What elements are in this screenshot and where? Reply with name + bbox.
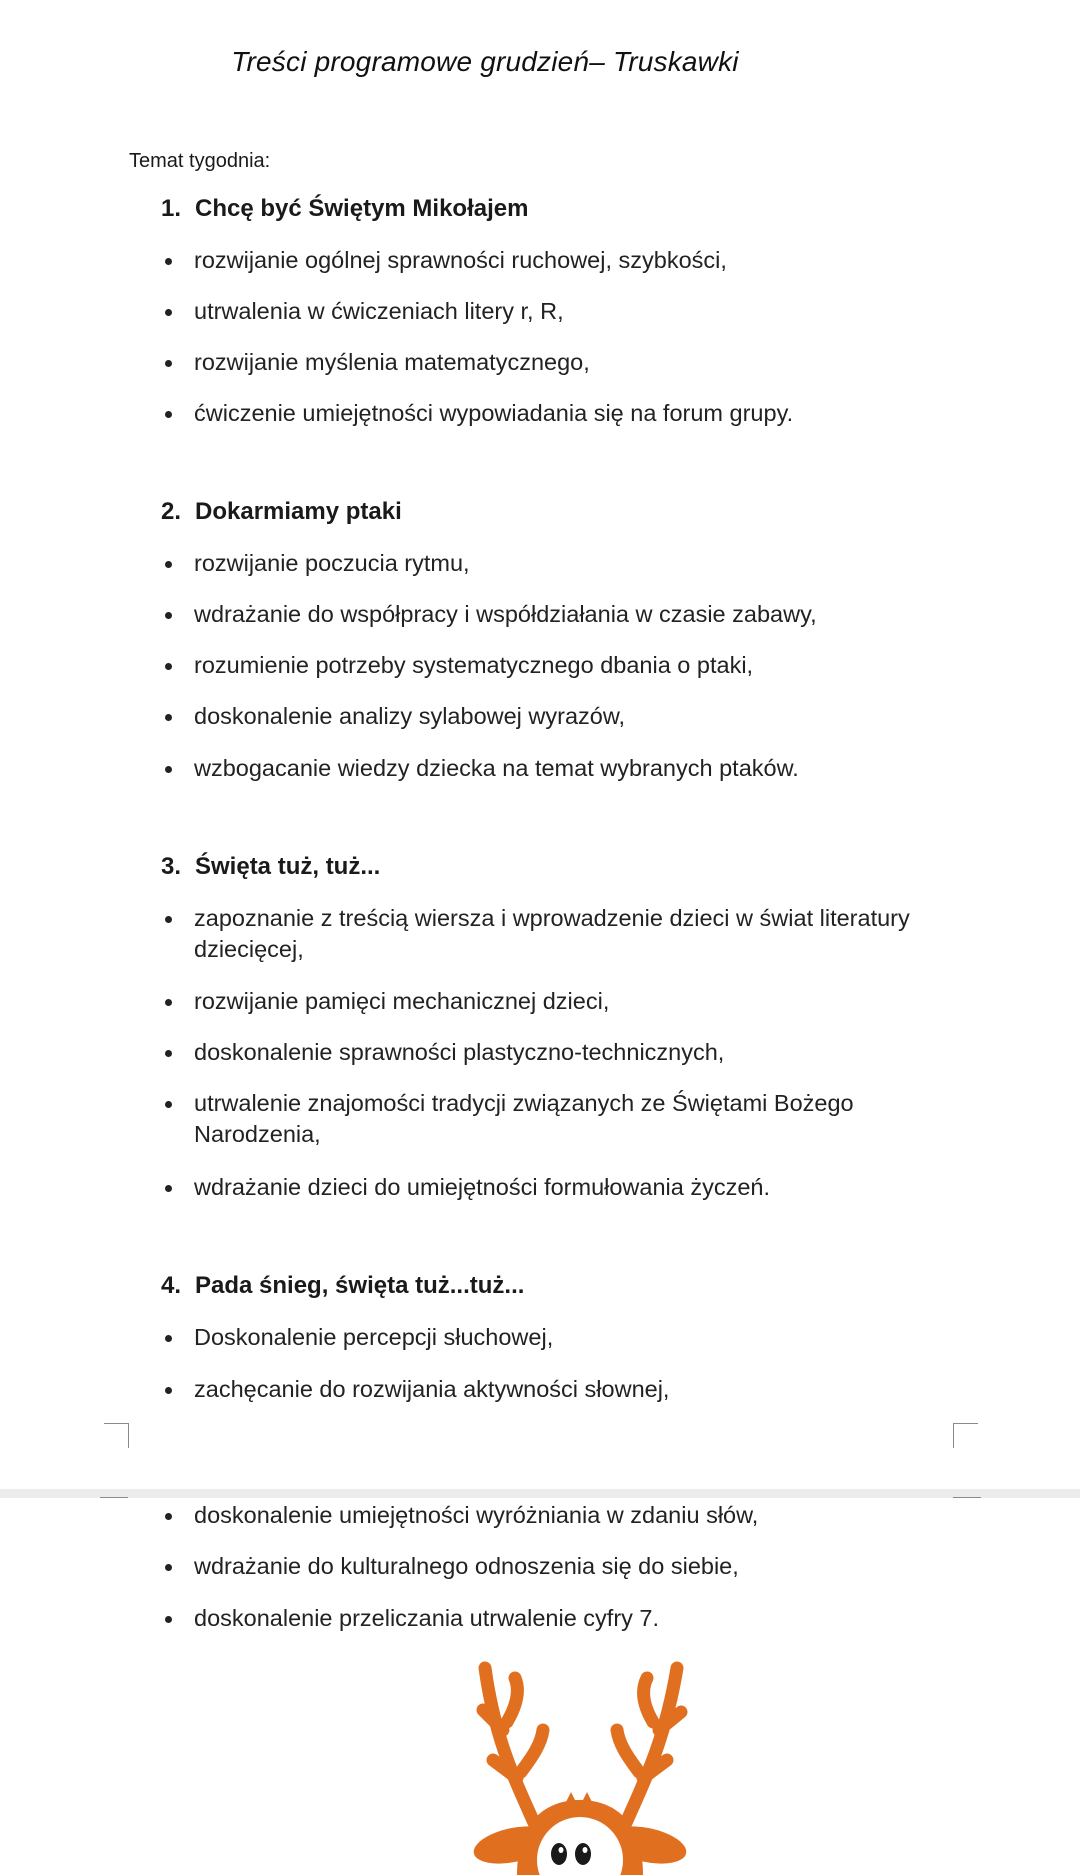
list-item: doskonalenie przeliczania utrwalenie cyfry 7. — [194, 1603, 954, 1634]
page-corner-marker — [953, 1423, 978, 1448]
topic-4-heading — [161, 1272, 524, 1300]
list-item: rozwijanie poczucia rytmu, — [194, 548, 954, 579]
list-item: wdrażanie do kulturalnego odnoszenia się do siebie, — [194, 1551, 954, 1582]
page-break-divider — [0, 1489, 1080, 1498]
topic-title: Chcę być Świętym Mikołajem — [195, 195, 529, 222]
list-item: ćwiczenie umiejętności wypowiadania się na forum grupy. — [194, 398, 954, 429]
list-item: wdrażanie dzieci do umiejętności formułowania życzeń. — [194, 1172, 954, 1203]
topic-number: 4. — [161, 1272, 182, 1299]
list-item: utrwalenie znajomości tradycji związanych ze Świętami Bożego Narodzenia, — [194, 1088, 894, 1150]
list-item: rozumienie potrzeby systematycznego dbania o ptaki, — [194, 650, 954, 681]
topic-title: Pada śnieg, święta tuż...tuż... — [195, 1272, 525, 1299]
page-corner-marker — [100, 1497, 128, 1498]
list-item: doskonalenie analizy sylabowej wyrazów, — [194, 701, 954, 732]
week-topic-label: Temat tygodnia: — [129, 150, 271, 172]
reindeer-icon — [455, 1660, 705, 1875]
document-title: Treści programowe grudzień– Truskawki — [231, 46, 739, 77]
topic-number: 3. — [161, 853, 182, 880]
list-item: rozwijanie ogólnej sprawności ruchowej, szybkości, — [194, 245, 954, 276]
topic-title: Święta tuż, tuż... — [195, 853, 381, 880]
list-item: utrwalenia w ćwiczeniach litery r, R, — [194, 296, 954, 327]
topic-number: 2. — [161, 498, 182, 525]
topic-title: Dokarmiamy ptaki — [195, 498, 402, 525]
page-corner-marker — [104, 1423, 129, 1448]
topic-1-heading — [161, 195, 528, 223]
topic-number: 1. — [161, 195, 182, 222]
page-corner-marker — [953, 1497, 981, 1498]
reindeer-head — [470, 1792, 689, 1875]
list-item: doskonalenie sprawności plastyczno-technicznych, — [194, 1037, 954, 1068]
list-item: Doskonalenie percepcji słuchowej, — [194, 1322, 954, 1353]
list-item: wzbogacanie wiedzy dziecka na temat wybranych ptaków. — [194, 753, 954, 784]
list-item: zachęcanie do rozwijania aktywności słownej, — [194, 1374, 954, 1405]
topic-2-heading — [161, 498, 402, 526]
list-item: rozwijanie myślenia matematycznego, — [194, 347, 954, 378]
list-item: wdrażanie do współpracy i współdziałania w czasie zabawy, — [194, 599, 954, 630]
topic-3-heading — [161, 853, 380, 881]
list-item: zapoznanie z treścią wiersza i wprowadzenie dzieci w świat literatury dziecięcej, — [194, 903, 934, 965]
list-item: rozwijanie pamięci mechanicznej dzieci, — [194, 986, 954, 1017]
list-item: doskonalenie umiejętności wyróżniania w zdaniu słów, — [194, 1500, 954, 1531]
